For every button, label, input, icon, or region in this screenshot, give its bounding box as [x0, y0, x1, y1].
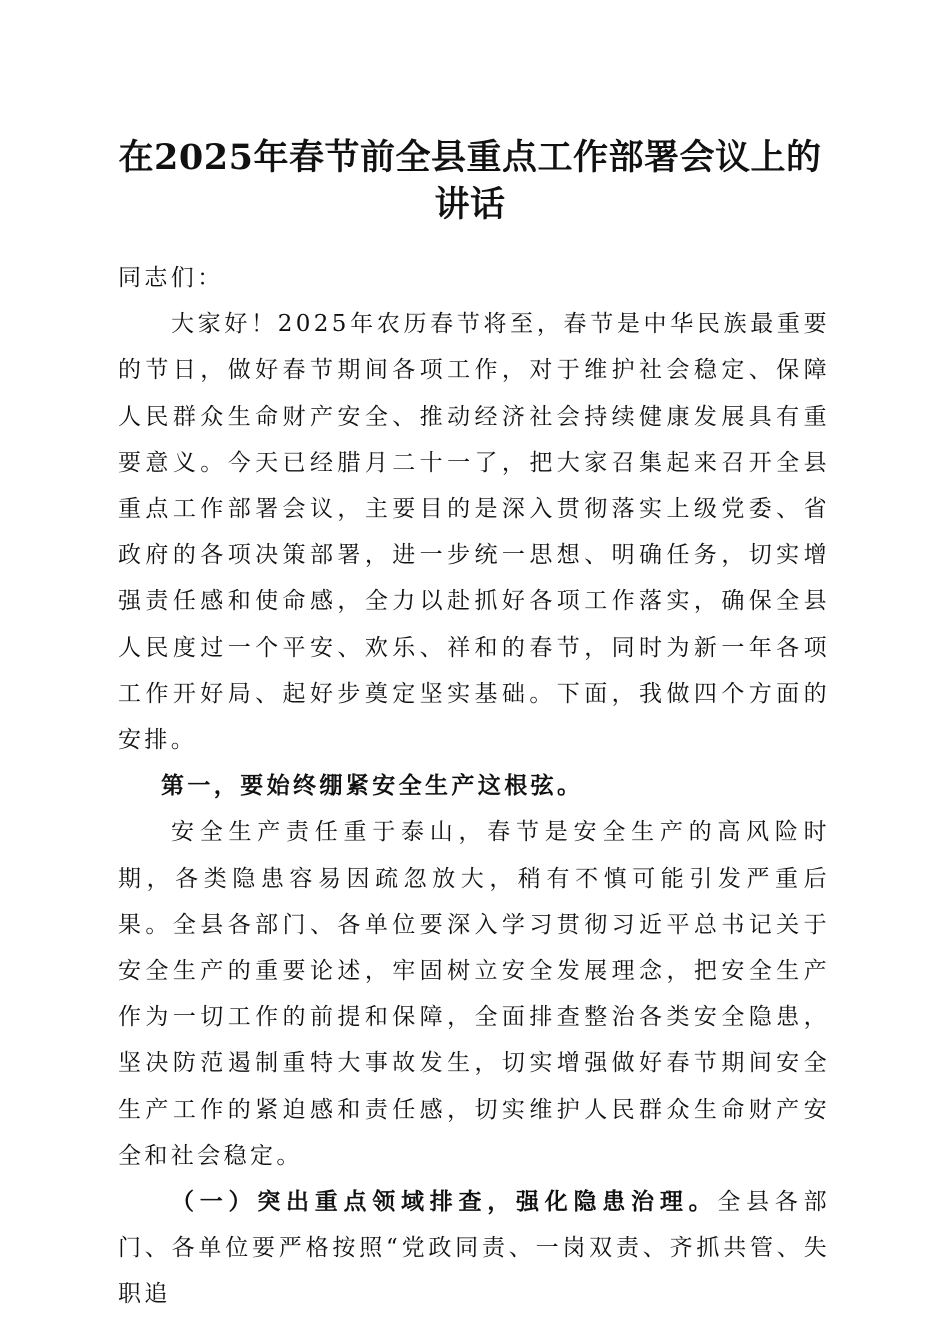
subsection-1-paragraph — [118, 1179, 830, 1318]
subsection-1-lead: （一）突出重点领域排查，强化隐患治理。 — [171, 1188, 718, 1216]
section-1-paragraph: 安全生产责任重于泰山，春节是安全生产的高风险时期，各类隐患容易因疏忽放大，稍有不慎可能引发严重后果。全县各部门、各单位要深入学习贯彻习近平总书记关于安全生产的重要论述，牢固树立安全发展理念，把安全生产作为一切工作的前提和保障，全面排查整治各类安全隐患，坚决防范遏制重特大事故发生，切实增强做好春节期间安全生产工作的紧迫感和责任感，切实维护人民群众生命财产安全和社会稳定。 — [118, 819, 830, 1169]
title-line-2: 讲话 — [434, 184, 506, 225]
subsection-1-body: 全县各部门、各单位要严格按照“党政同责、一岗双责、齐抓共管、失职追 — [118, 1189, 830, 1308]
salutation: 同志们： — [118, 265, 224, 291]
intro-paragraph: 大家好！2025年农历春节将至，春节是中华民族最重要的节日，做好春节期间各项工作，对于维护社会稳定、保障人民群众生命财产安全、推动经济社会持续健康发展具有重要意义。今天已经腊月二十一了，把大家召集起来召开全县重点工作部署会议，主要目的是深入贯彻落实上级党委、省政府的各项决策部署，进一步统一思想、明确任务，切实增强责任感和使命感，全力以赴抓好各项工作落实，确保全县人民度过一个平安、欢乐、祥和的春节，同时为新一年各项工作开好局、起好步奠定坚实基础。下面，我做四个方面的安排。 — [118, 311, 830, 754]
title-line-1: 在2025年春节前全县重点工作部署会议上的 — [118, 137, 822, 178]
section-heading-1: 第一，要始终绷紧安全生产这根弦。 — [161, 772, 584, 800]
document-body — [118, 255, 830, 1318]
document-title — [100, 134, 840, 228]
